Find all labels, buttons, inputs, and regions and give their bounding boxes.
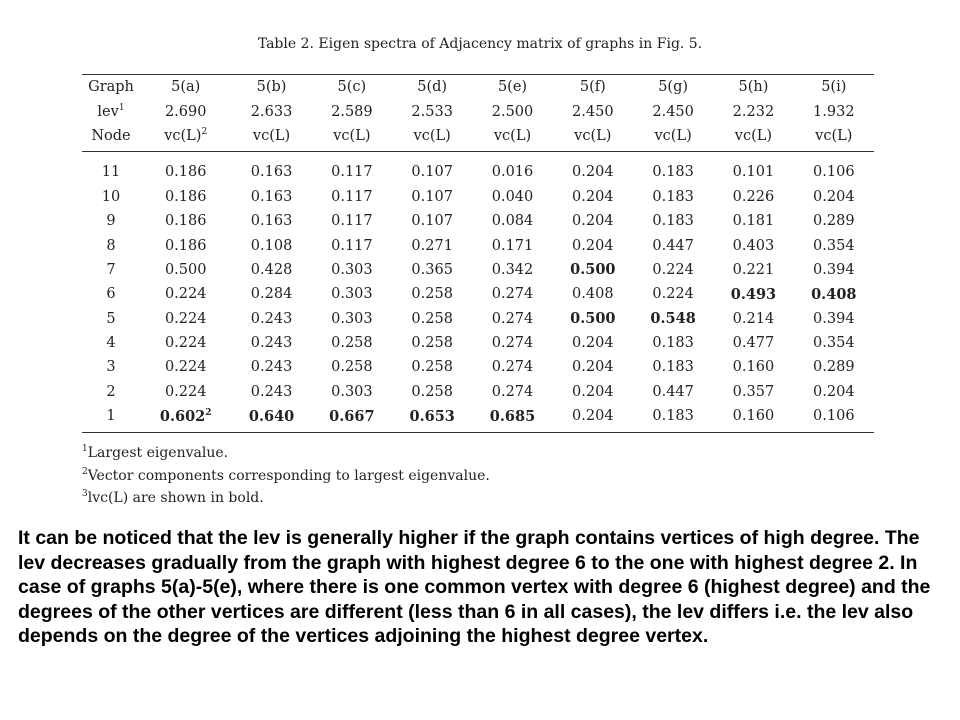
node-id-cell: 10: [101, 188, 121, 205]
value-text: 0.602: [159, 407, 206, 425]
value-text: 0.394: [813, 310, 855, 327]
value-cell: [794, 331, 874, 355]
value-cell: [794, 233, 874, 257]
value-text: 0.204: [572, 237, 614, 254]
value-text: 0.274: [491, 335, 534, 352]
node-id-cell: 1: [82, 404, 140, 433]
value-cell: [713, 380, 793, 404]
value-cell: [713, 307, 793, 331]
value-text: 0.171: [491, 237, 534, 254]
node-id-cell: 8: [106, 237, 116, 254]
table-header: [82, 75, 874, 152]
vc-label-text: vc(L): [654, 127, 692, 144]
superscript: 2: [201, 126, 208, 137]
footnote-text: Largest eigenvalue.: [87, 445, 229, 461]
node-id-cell: 5: [106, 310, 116, 327]
value-text: 0.548: [650, 310, 696, 328]
value-text: 0.477: [732, 335, 775, 352]
value-cell: [140, 282, 231, 306]
value-cell: [633, 404, 713, 433]
table-row: [82, 331, 874, 355]
value-cell: [472, 233, 552, 257]
vc-label-text: vc(L): [252, 127, 291, 144]
value-cell: [472, 209, 552, 233]
body-paragraph: It can be noticed that the lev is generally higher if the graph contains vertices of high degree. The lev decreases gradually from the graph with highest degree 6 to the one with highest degree 2. In case of graphs 5(a)-5(e), where there is one common vertex with degree 6 (highest degree) and the degrees of the other vertices are different (less than 6 in all cases), the lev differs i.e. the lev also depends on the degree of the vertices adjoining the highest degree vertex.: [18, 527, 931, 648]
header-row-node: [82, 124, 874, 152]
value-text: 0.224: [164, 310, 207, 327]
lev-value-cell: 2.533: [411, 103, 453, 120]
value-text: 0.354: [813, 335, 855, 352]
eigen-table-container: [82, 74, 874, 433]
header-row-graph: [82, 75, 874, 100]
value-text: 0.342: [491, 261, 534, 278]
value-text: 0.258: [331, 359, 373, 376]
value-text: 0.258: [411, 335, 453, 352]
value-cell: [231, 331, 311, 355]
value-cell: [392, 185, 472, 209]
value-text: 0.258: [411, 359, 453, 376]
value-text: 0.183: [652, 188, 694, 205]
value-cell: [140, 331, 231, 355]
value-text: 0.224: [164, 335, 207, 352]
value-cell: [553, 331, 633, 355]
value-text: 0.204: [813, 188, 855, 205]
value-cell: [633, 233, 713, 257]
value-text: 0.183: [652, 335, 694, 352]
value-text: 0.243: [250, 359, 293, 376]
value-text: 0.107: [411, 164, 453, 181]
value-text: 0.394: [813, 261, 855, 278]
value-cell: [312, 209, 392, 233]
value-cell: [794, 355, 874, 379]
value-cell: [472, 380, 552, 404]
value-cell: [633, 355, 713, 379]
value-text: 0.258: [331, 335, 373, 352]
value-cell: [140, 185, 231, 209]
superscript: 1: [118, 102, 125, 113]
value-cell: [140, 355, 231, 379]
value-cell: [140, 209, 231, 233]
header-graph-cell: 5(a): [140, 75, 231, 100]
value-text: 0.258: [411, 310, 453, 327]
value-text: 0.224: [164, 286, 207, 303]
value-cell: [553, 355, 633, 379]
value-cell: [140, 152, 231, 185]
value-cell: [553, 209, 633, 233]
value-text: 0.653: [409, 407, 455, 425]
value-text: 0.186: [164, 188, 207, 205]
footnote-line: [82, 442, 490, 465]
value-text: 0.117: [331, 164, 373, 181]
vc-label-text: vc(L): [734, 127, 773, 144]
header-graph-cell: 5(h): [713, 75, 793, 100]
value-cell: [553, 258, 633, 282]
value-cell: [713, 331, 793, 355]
value-cell: [633, 258, 713, 282]
value-cell: [794, 185, 874, 209]
lev-value-cell: 2.633: [250, 103, 293, 120]
value-text: 0.214: [732, 310, 775, 327]
header-graph-cell: 5(g): [633, 75, 713, 100]
value-text: 0.183: [652, 164, 694, 181]
value-cell: [392, 282, 472, 306]
value-text: 0.108: [250, 237, 293, 254]
value-cell: [312, 282, 392, 306]
value-text: 0.274: [491, 310, 534, 327]
value-cell: [392, 380, 472, 404]
value-cell: [231, 152, 311, 185]
value-text: 0.183: [652, 213, 694, 230]
header-lev-label: [82, 99, 140, 123]
vc-label-text: vc(L): [413, 127, 451, 144]
value-cell: [713, 355, 793, 379]
value-text: 0.258: [411, 383, 453, 400]
value-text: 0.224: [164, 383, 207, 400]
value-text: 0.107: [411, 188, 453, 205]
value-text: 0.183: [652, 408, 694, 425]
lev-value-cell: 1.932: [813, 103, 855, 120]
value-cell: [392, 404, 472, 433]
value-text: 0.258: [411, 286, 453, 303]
value-text: 0.365: [411, 261, 453, 278]
value-cell: [231, 258, 311, 282]
lev-value-cell: 2.500: [491, 103, 534, 120]
eigen-spectra-table: [82, 74, 874, 433]
value-cell: [392, 355, 472, 379]
value-text: 0.408: [811, 285, 857, 303]
value-text: 0.408: [572, 286, 614, 303]
value-text: 0.447: [652, 383, 694, 400]
value-cell: [713, 258, 793, 282]
footnote-text: lvc(L) are shown in bold.: [87, 490, 264, 506]
value-text: 0.084: [491, 213, 534, 230]
vc-label-text: vc(L): [333, 127, 371, 144]
value-cell: [472, 282, 552, 306]
value-text: 0.447: [652, 237, 694, 254]
table-row: [82, 152, 874, 185]
header-graph-label: Graph: [82, 75, 140, 100]
superscript: 3: [82, 489, 88, 499]
value-text: 0.226: [732, 188, 775, 205]
table-row: [82, 282, 874, 306]
table-body: [82, 152, 874, 433]
value-cell: [231, 282, 311, 306]
value-cell: [312, 152, 392, 185]
value-text: 0.106: [813, 408, 855, 425]
value-cell: [713, 209, 793, 233]
node-id-cell: 2: [106, 383, 116, 400]
value-cell: [633, 331, 713, 355]
value-text: 0.500: [570, 261, 616, 279]
vc-label-cell: [472, 124, 552, 152]
value-text: 0.667: [329, 407, 375, 425]
value-text: 0.289: [813, 213, 855, 230]
value-text: 0.403: [732, 237, 775, 254]
value-cell: [713, 404, 793, 433]
value-text: 0.303: [331, 310, 373, 327]
value-cell: [312, 307, 392, 331]
value-text: 0.303: [331, 383, 373, 400]
value-text: 0.640: [248, 407, 295, 425]
value-text: 0.183: [652, 359, 694, 376]
value-text: 0.428: [250, 261, 293, 278]
value-text: 0.040: [491, 188, 534, 205]
node-id-cell: 7: [106, 261, 116, 278]
value-text: 0.101: [732, 164, 775, 181]
value-text: 0.204: [572, 164, 614, 181]
value-cell: [392, 258, 472, 282]
table-row: [82, 258, 874, 282]
value-text: 0.289: [813, 359, 855, 376]
value-cell: [553, 282, 633, 306]
value-cell: [633, 307, 713, 331]
value-cell: [553, 380, 633, 404]
value-text: 0.160: [732, 359, 775, 376]
value-text: 0.274: [491, 383, 534, 400]
value-text: 0.357: [732, 383, 775, 400]
node-id-cell: 4: [106, 335, 116, 352]
value-text: 0.016: [491, 164, 534, 181]
value-cell: [231, 185, 311, 209]
table-row: [82, 307, 874, 331]
value-cell: [472, 307, 552, 331]
value-text: 0.243: [250, 310, 293, 327]
value-cell: [231, 307, 311, 331]
value-text: 0.224: [652, 286, 694, 303]
value-text: 0.163: [250, 188, 293, 205]
value-cell: [713, 233, 793, 257]
header-graph-cell: 5(f): [553, 75, 633, 100]
value-text: 0.685: [489, 407, 536, 425]
node-id-cell: 6: [106, 286, 116, 303]
value-text: 0.106: [813, 164, 855, 181]
lev-label-text: lev: [97, 103, 119, 120]
table-row: [82, 380, 874, 404]
value-cell: [794, 282, 874, 306]
value-cell: [231, 380, 311, 404]
value-cell: [231, 233, 311, 257]
value-cell: [472, 152, 552, 185]
node-id-cell: 11: [101, 164, 121, 181]
footnote-line: [82, 465, 490, 488]
lev-value-cell: 2.589: [331, 103, 373, 120]
value-cell: [794, 307, 874, 331]
footnote-line: [82, 487, 490, 510]
value-cell: [472, 185, 552, 209]
table-row: [82, 233, 874, 257]
value-text: 0.107: [411, 213, 453, 230]
value-cell: [312, 331, 392, 355]
value-text: 0.117: [331, 237, 373, 254]
value-text: 0.224: [652, 261, 694, 278]
value-cell: [312, 355, 392, 379]
value-text: 0.224: [164, 359, 207, 376]
vc-label-text: vc(L): [164, 127, 202, 144]
value-cell: [140, 380, 231, 404]
value-cell: [312, 404, 392, 433]
value-cell: [633, 209, 713, 233]
value-text: 0.117: [331, 188, 373, 205]
superscript: 2: [205, 407, 212, 418]
superscript: 1: [82, 444, 88, 454]
value-cell: [553, 307, 633, 331]
value-cell: [392, 209, 472, 233]
value-text: 0.274: [491, 286, 534, 303]
table-caption: Table 2. Eigen spectra of Adjacency matrix of graphs in Fig. 5.: [257, 36, 703, 52]
table-row: [82, 404, 874, 433]
value-cell: [633, 282, 713, 306]
value-cell: [392, 331, 472, 355]
value-cell: [553, 233, 633, 257]
vc-label-cell: [794, 124, 874, 152]
value-cell: [713, 282, 793, 306]
value-cell: [140, 307, 231, 331]
table-row: [82, 185, 874, 209]
value-text: 0.117: [331, 213, 373, 230]
value-text: 0.500: [570, 310, 616, 328]
value-text: 0.274: [491, 359, 534, 376]
value-text: 0.204: [572, 359, 614, 376]
value-text: 0.303: [331, 286, 373, 303]
header-graph-cell: 5(c): [312, 75, 392, 100]
value-cell: [633, 380, 713, 404]
header-node-label: Node: [82, 124, 140, 152]
footnotes: [82, 442, 490, 510]
value-text: 0.181: [732, 213, 775, 230]
header-graph-cell: 5(e): [472, 75, 552, 100]
value-cell: [472, 258, 552, 282]
lev-value-cell: 2.232: [732, 103, 775, 120]
value-cell: [231, 404, 311, 433]
table-row: [82, 209, 874, 233]
value-cell: [553, 152, 633, 185]
vc-label-cell: [312, 124, 392, 152]
table-row: [82, 355, 874, 379]
value-cell: [392, 233, 472, 257]
value-text: 0.204: [572, 335, 614, 352]
vc-label-cell: [231, 124, 311, 152]
value-text: 0.204: [572, 408, 614, 425]
header-graph-cell: 5(b): [231, 75, 311, 100]
value-text: 0.204: [572, 213, 614, 230]
vc-label-cell: [140, 124, 231, 152]
value-text: 0.243: [250, 335, 293, 352]
value-cell: [231, 355, 311, 379]
value-text: 0.500: [164, 261, 207, 278]
value-cell: [472, 331, 552, 355]
value-cell: [392, 152, 472, 185]
value-text: 0.221: [732, 261, 775, 278]
lev-value-cell: 2.450: [652, 103, 694, 120]
value-text: 0.354: [813, 237, 855, 254]
lev-value-cell: 2.690: [164, 103, 207, 120]
vc-label-text: vc(L): [574, 127, 612, 144]
value-cell: [392, 307, 472, 331]
footnote-text: Vector components corresponding to largest eigenvalue.: [87, 467, 490, 484]
value-cell: [312, 185, 392, 209]
value-text: 0.284: [250, 286, 293, 303]
value-cell: [794, 404, 874, 433]
node-id-cell: 3: [106, 359, 116, 376]
value-cell: [140, 404, 231, 433]
value-text: 0.271: [411, 237, 453, 254]
value-text: 0.204: [572, 188, 614, 205]
value-cell: [472, 355, 552, 379]
superscript: 2: [82, 466, 88, 477]
value-cell: [140, 258, 231, 282]
value-cell: [794, 152, 874, 185]
value-cell: [633, 152, 713, 185]
value-text: 0.493: [730, 285, 777, 303]
value-text: 0.163: [250, 213, 293, 230]
value-cell: [794, 258, 874, 282]
value-cell: [472, 404, 552, 433]
value-cell: [553, 404, 633, 433]
value-cell: [713, 185, 793, 209]
vc-label-text: vc(L): [815, 127, 853, 144]
value-text: 0.303: [331, 261, 373, 278]
value-text: 0.243: [250, 383, 293, 400]
header-graph-cell: 5(d): [392, 75, 472, 100]
value-text: 0.186: [164, 164, 207, 181]
value-cell: [231, 209, 311, 233]
vc-label-cell: [553, 124, 633, 152]
value-cell: [794, 209, 874, 233]
value-text: 0.204: [572, 383, 614, 400]
value-text: 0.186: [164, 237, 207, 254]
value-cell: [312, 233, 392, 257]
vc-label-cell: [633, 124, 713, 152]
value-cell: [553, 185, 633, 209]
value-cell: [312, 380, 392, 404]
value-cell: [633, 185, 713, 209]
value-text: 0.160: [732, 408, 775, 425]
value-cell: [713, 152, 793, 185]
lev-value-cell: 2.450: [572, 103, 614, 120]
value-text: 0.163: [250, 164, 293, 181]
header-graph-cell: 5(i): [794, 75, 874, 100]
node-id-cell: 9: [106, 213, 116, 230]
value-cell: [140, 233, 231, 257]
vc-label-cell: [713, 124, 793, 152]
vc-label-cell: [392, 124, 472, 152]
header-row-lev: [82, 99, 874, 123]
value-cell: [794, 380, 874, 404]
value-cell: [312, 258, 392, 282]
vc-label-text: vc(L): [493, 127, 532, 144]
value-text: 0.186: [164, 213, 207, 230]
value-text: 0.204: [813, 383, 855, 400]
